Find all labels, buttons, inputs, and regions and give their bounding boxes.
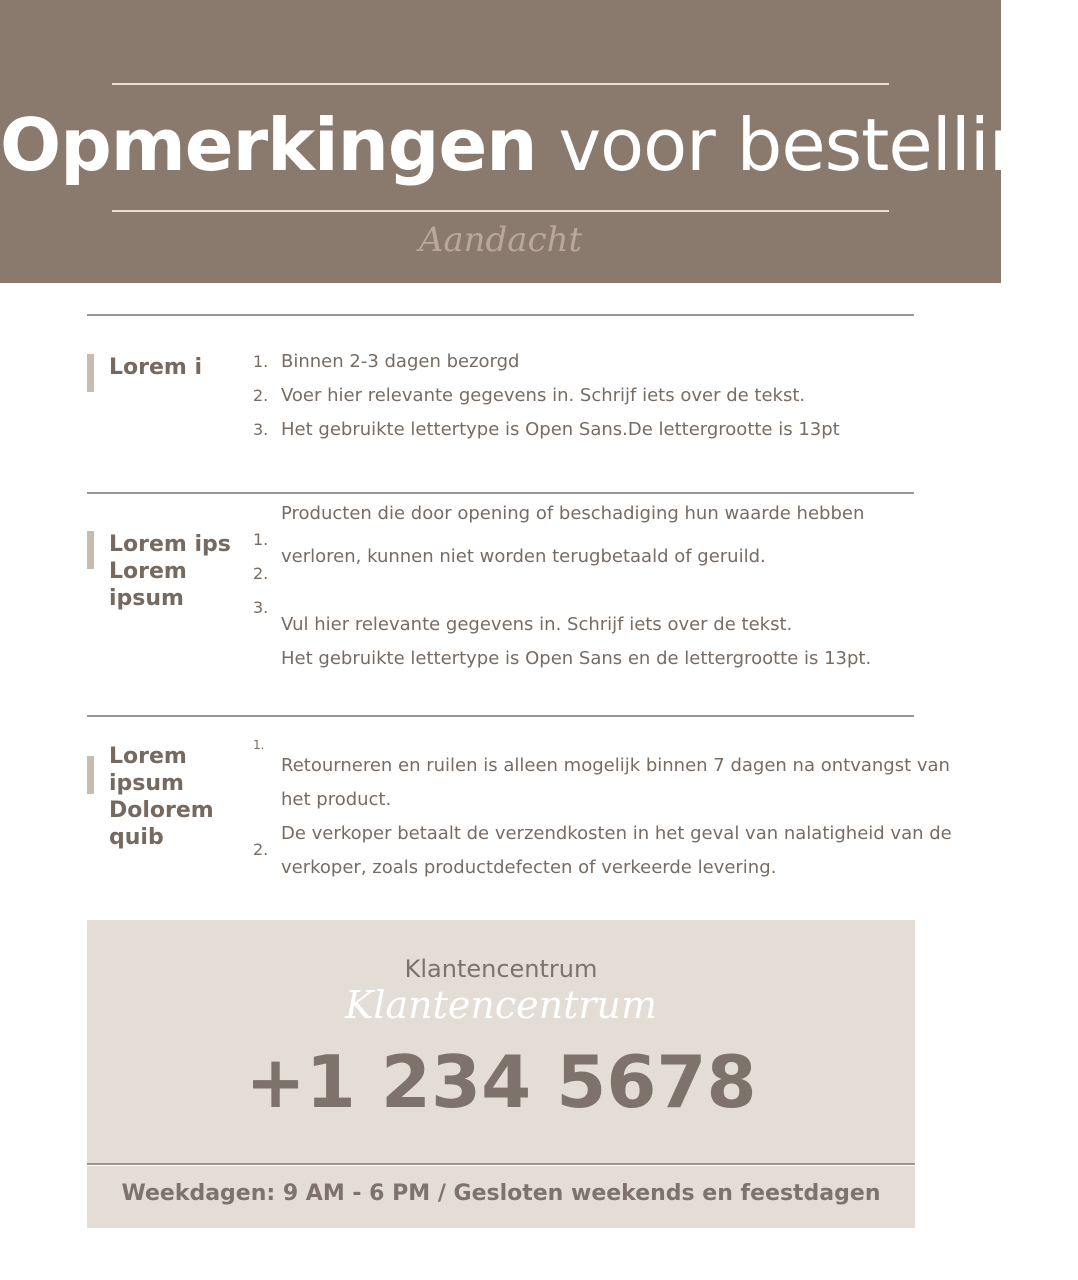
section-accent-bar — [87, 756, 94, 794]
section-divider — [87, 492, 914, 494]
clipped-text-box — [281, 503, 921, 533]
section-accent-bar — [87, 531, 94, 569]
section-divider — [87, 715, 914, 717]
list-number: 3. — [253, 598, 269, 617]
section-accent-bar — [87, 354, 94, 392]
page-title — [0, 100, 1078, 190]
contact-divider — [87, 1163, 915, 1165]
contact-script-title: Klantencentrum — [344, 983, 658, 1027]
contact-title: Klantencentrum — [404, 955, 598, 983]
page-title-light: voor bestelling — [536, 103, 1078, 187]
list-item-text: verloren, kunnen niet worden terugbetaald of geruild. — [281, 546, 766, 567]
section-heading: Lorem ips Lorem ipsum — [109, 532, 231, 611]
list-item-text: verkoper, zoals productdefecten of verkeerde levering. — [281, 857, 777, 878]
header-rule-top — [112, 83, 889, 85]
list-item-text: De verkoper betaalt de verzendkosten in het geval van nalatigheid van de — [281, 823, 952, 844]
list-number: 2. — [253, 840, 269, 859]
list-item-text-clipped: Producten die door opening of beschadiging hun waarde hebben — [281, 503, 865, 524]
list-number: 1. — [253, 530, 269, 549]
list-item-text: Retourneren en ruilen is alleen mogelijk binnen 7 dagen na ontvangst van — [281, 755, 950, 776]
header-banner — [0, 0, 1078, 283]
list-item-text: Vul hier relevante gegevens in. Schrijf iets over de tekst. — [281, 614, 793, 635]
section-heading: Lorem ipsum Dolorem quib — [109, 744, 214, 850]
page-subtitle: Aandacht — [418, 220, 583, 260]
section-heading: Lorem i — [109, 355, 203, 380]
list-item-text: Voer hier relevante gegevens in. Schrijf iets over de tekst. — [281, 385, 806, 406]
list-item-text: Het gebruikte lettertype is Open Sans en de lettergrootte is 13pt. — [281, 648, 872, 669]
list-item-text: het product. — [281, 789, 392, 810]
page-title-bold: Opmerkingen — [0, 103, 537, 187]
list-number: 2. — [253, 564, 269, 583]
list-number: 1. — [253, 738, 265, 752]
list-number: 3. — [253, 420, 269, 439]
section-divider — [87, 314, 914, 316]
list-item-text: Het gebruikte lettertype is Open Sans.De lettergrootte is 13pt — [281, 419, 840, 440]
list-item-text: Binnen 2-3 dagen bezorgd — [281, 351, 520, 372]
list-number: 1. — [253, 352, 269, 371]
phone-number: +1 234 5678 — [245, 1040, 757, 1124]
list-number: 2. — [253, 386, 269, 405]
header-rule-bottom — [112, 210, 889, 212]
opening-hours: Weekdagen: 9 AM - 6 PM / Gesloten weekends en feestdagen — [121, 1181, 881, 1206]
